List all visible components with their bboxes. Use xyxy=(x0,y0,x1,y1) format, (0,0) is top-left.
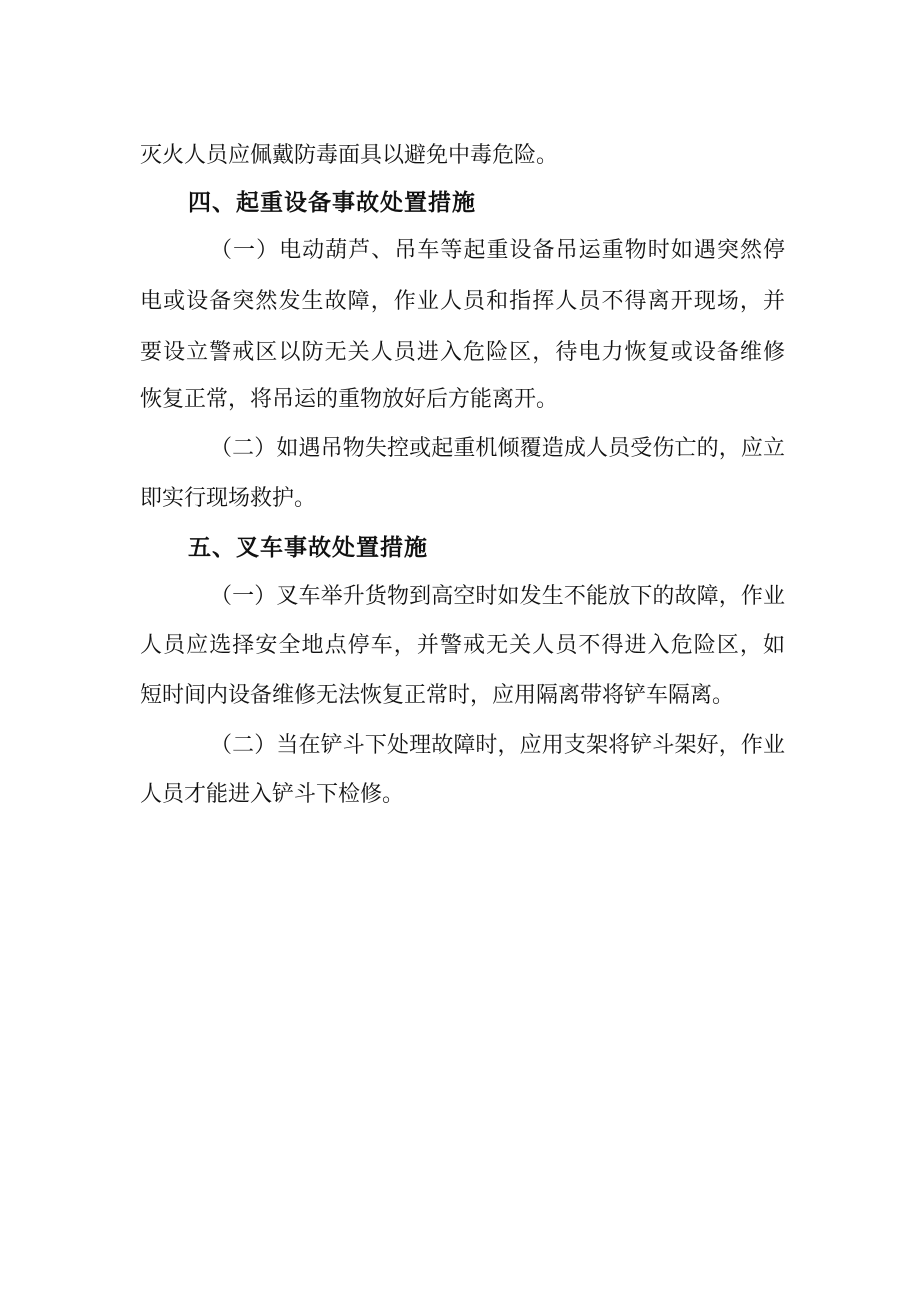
paragraph-line: 灭火人员应佩戴防毒面具以避免中毒危险。 xyxy=(140,143,559,168)
paragraph-line: 即实行现场救护。 xyxy=(140,486,317,511)
paragraph-line: （二）当在铲斗下处理故障时，应用支架将铲斗架好，作业 xyxy=(210,733,785,758)
paragraph-line: 人员才能进入铲斗下检修。 xyxy=(140,782,405,807)
paragraph-line: 电或设备突然发生故障，作业人员和指挥人员不得离开现场，并 xyxy=(140,289,785,314)
paragraph-line: 短时间内设备维修无法恢复正常时，应用隔离带将铲车隔离。 xyxy=(140,683,735,708)
paragraph-line: 要设立警戒区以防无关人员进入危险区，待电力恢复或设备维修 xyxy=(140,340,785,365)
paragraph-line: 恢复正常，将吊运的重物放好后方能离开。 xyxy=(140,387,559,412)
paragraph-line: （一）电动葫芦、吊车等起重设备吊运重物时如遇突然停 xyxy=(210,238,785,263)
paragraph-line: 人员应选择安全地点停车，并警戒无关人员不得进入危险区，如 xyxy=(140,633,785,658)
paragraph-line: （二）如遇吊物失控或起重机倾覆造成人员受伤亡的，应立 xyxy=(210,436,785,461)
section-heading-4: 四、起重设备事故处置措施 xyxy=(188,190,476,216)
paragraph-line: （一）叉车举升货物到高空时如发生不能放下的故障，作业 xyxy=(210,584,785,609)
section-heading-5: 五、叉车事故处置措施 xyxy=(188,535,428,561)
